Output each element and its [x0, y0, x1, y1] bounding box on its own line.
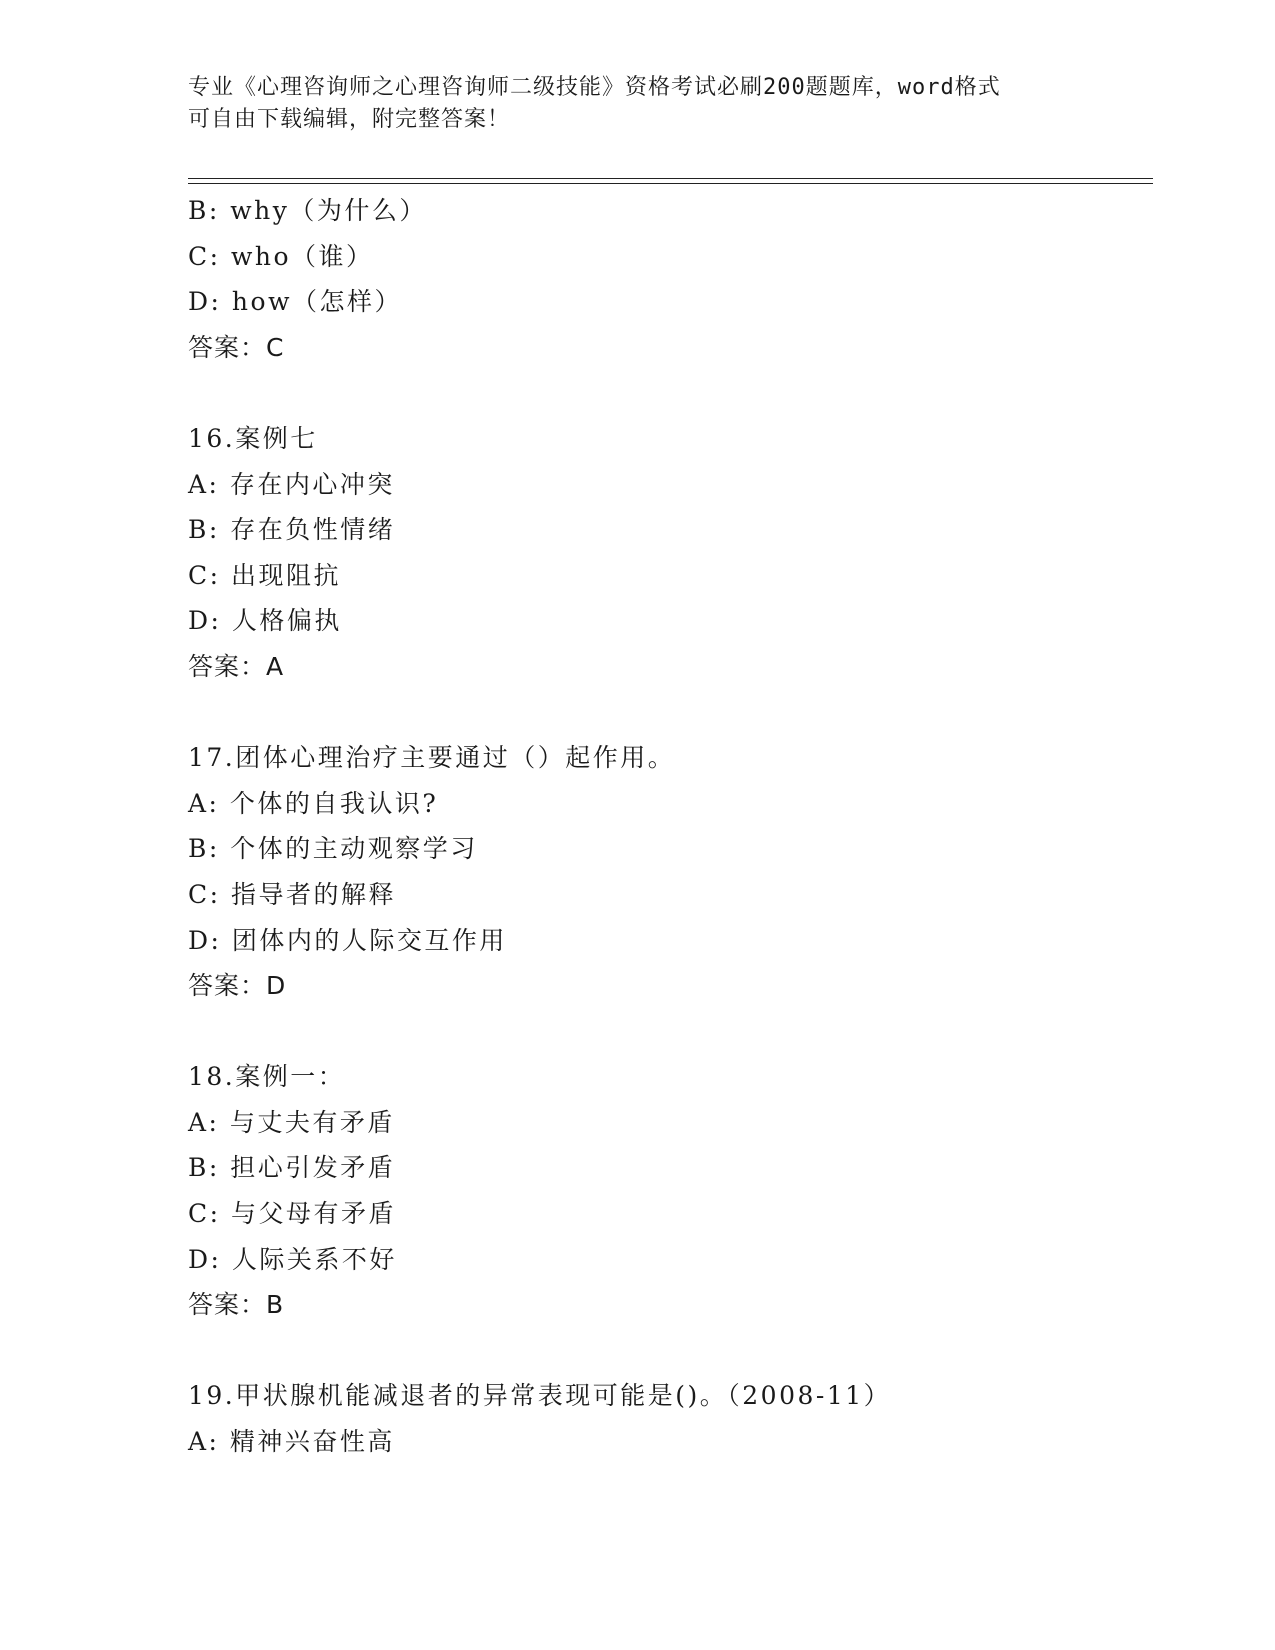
option-line: C: 出现阻抗 — [188, 560, 341, 590]
option-line: D: 人格偏执 — [188, 606, 342, 636]
header-line-1: 专业《心理咨询师之心理咨询师二级技能》资格考试必刷200题题库，word格式 — [188, 75, 1001, 100]
header-divider-bottom — [188, 183, 1153, 184]
answer-line: 答案：A — [188, 651, 285, 681]
option-line: C: 指导者的解释 — [188, 879, 396, 909]
question-stem: 16.案例七 — [188, 423, 318, 453]
answer-line: 答案：B — [188, 1290, 285, 1320]
question-list — [188, 188, 1148, 1465]
option-line: A: 与丈夫有矛盾 — [188, 1107, 395, 1137]
option-line: A: 存在内心冲突 — [188, 469, 395, 499]
question-stem: 18.案例一： — [188, 1062, 346, 1092]
blank-line — [188, 690, 1148, 736]
option-line: B: 担心引发矛盾 — [188, 1153, 396, 1183]
document-header — [188, 72, 1088, 136]
answer-line: 答案：D — [188, 971, 287, 1001]
answer-line: 答案：C — [188, 332, 285, 362]
option-line: C: 与父母有矛盾 — [188, 1199, 396, 1229]
option-line: D: 团体内的人际交互作用 — [188, 925, 507, 955]
option-line: B: 个体的主动观察学习 — [188, 834, 478, 864]
option-line: D: 人际关系不好 — [188, 1244, 397, 1274]
option-line: D: how（怎样） — [188, 287, 402, 317]
option-line: B: 存在负性情绪 — [188, 515, 396, 545]
question-stem: 17.团体心理治疗主要通过（）起作用。 — [188, 743, 676, 773]
blank-line — [188, 1009, 1148, 1055]
option-line: C: who（谁） — [188, 241, 374, 271]
header-divider-top — [188, 178, 1153, 179]
blank-line — [188, 370, 1148, 416]
option-line: A: 个体的自我认识? — [188, 788, 439, 818]
blank-line — [188, 1328, 1148, 1374]
option-line: B: why（为什么） — [188, 196, 427, 225]
option-line: A: 精神兴奋性高 — [188, 1427, 395, 1457]
question-stem: 19.甲状腺机能减退者的异常表现可能是()。（2008-11） — [188, 1381, 892, 1411]
header-line-2: 可自由下载编辑，附完整答案！ — [188, 107, 511, 132]
